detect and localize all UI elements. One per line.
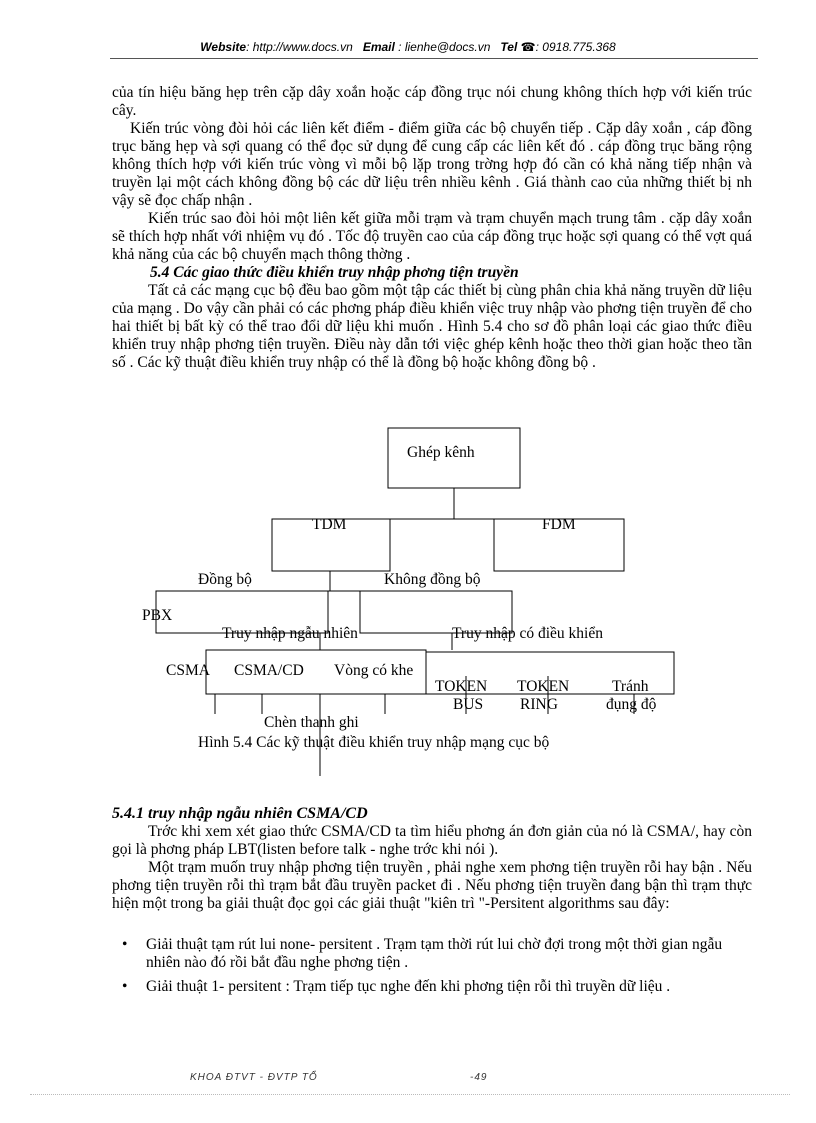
subsection-heading: 5.4.1 truy nhập ngẫu nhiên CSMA/CD xyxy=(112,805,368,822)
phone-icon: ☎ xyxy=(520,40,536,54)
label-avoid-2: đụng độ xyxy=(606,696,657,713)
label-token-ring-2: RING xyxy=(520,696,558,713)
subsection-text xyxy=(112,805,752,913)
section-heading: 5.4 Các giao thức điều khiển truy nhập phơng tiện truyền xyxy=(150,264,519,281)
label-tdm: TDM xyxy=(312,516,347,533)
bullet-icon: • xyxy=(122,936,128,953)
sub-paragraph-2: Một trạm muốn truy nhập phơng tiện truyền , phải nghe xem phơng tiện truyền rỗi hay bận . Nếu phơng tiện truyền rỗi thì trạm bắt đầu truyền packet đi . Nếu phơng tiện truyền đang bận thì trạm thực hiện một trong ba giải thuật đọc gọi các giải thuật "kiên trì "-Persitent algorithms sau đây: xyxy=(112,859,752,912)
label-insert-register: Chèn thanh ghi xyxy=(264,714,359,731)
bullet-text-2: Giải thuật 1- persitent : Trạm tiếp tục nghe đến khi phơng tiện rỗi thì truyền dữ liệu . xyxy=(146,978,671,995)
paragraph-1: của tín hiệu băng hẹp trên cặp dây xoắn hoặc cáp đồng trục nói chung không thích hợp với kiến trúc cây. xyxy=(112,84,752,119)
bullet-list xyxy=(112,936,752,1002)
page-header xyxy=(0,40,816,54)
paragraph-2: Kiến trúc vòng đòi hỏi các liên kết điểm - điểm giữa các bộ chuyển tiếp . Cặp dây xoắn , cáp đồng trục băng hẹp và sợi quang có thể đọc sử dụng để cung cấp các liên kết đó . cáp đồng trục băng rộng không thích hợp với kiến trúc vòng vì mỗi bộ lặp trong trờng hợp đó cần có khả năng tiếp nhận và truyền lại một cách không đồng bộ các dữ liệu trên nhiều kênh . Giá thành cao của những thiết bị nh vậy sẽ đọc chấp nhận . xyxy=(112,120,752,209)
paragraph-3: Kiến trúc sao đòi hỏi một liên kết giữa mỗi trạm và trạm chuyển mạch trung tâm . cặp dây xoắn sẽ thích hợp nhất với nhiệm vụ đó . Tốc độ truyền cao của cáp đồng trục hoặc sợi quang có thể vợt quá khả năng của các bộ chuyển mạch thông thờng . xyxy=(112,210,752,263)
figure-caption: Hình 5.4 Các kỹ thuật điều khiển truy nhập mạng cục bộ xyxy=(198,734,550,751)
page-number: -49 xyxy=(470,1072,488,1083)
label-ghep-kenh: Ghép kênh xyxy=(407,444,475,461)
footer-divider xyxy=(30,1094,790,1095)
email-label: Email xyxy=(362,40,395,54)
label-ring-slot: Vòng có khe xyxy=(334,662,414,679)
label-avoid-1: Tránh xyxy=(612,678,649,695)
label-dong-bo: Đồng bộ xyxy=(198,571,252,588)
sub-paragraph-1: Trớc khi xem xét giao thức CSMA/CD ta tìm hiểu phơng án đơn giản của nó là CSMA/, hay còn gọi là phơng pháp LBT(listen before talk - nghe trớc khi nói ). xyxy=(112,823,752,858)
label-csmacd: CSMA/CD xyxy=(234,662,304,679)
website-label: Website xyxy=(200,40,247,54)
label-token-ring-1: TOKEN xyxy=(517,678,570,695)
tel-value: : 0918.775.368 xyxy=(535,40,616,54)
bullet-icon: • xyxy=(122,978,128,995)
intro-text xyxy=(112,84,752,372)
label-controlled-access: Truy nhập có điều khiển xyxy=(452,625,603,642)
label-fdm: FDM xyxy=(542,516,576,533)
tel-label: Tel xyxy=(500,40,518,54)
label-khong-dong-bo: Không đồng bộ xyxy=(384,571,481,588)
footer-left: KHOA ĐTVT - ĐVTP TỔ xyxy=(190,1072,318,1083)
header-divider xyxy=(110,58,758,59)
email-value: : lienhe@docs.vn xyxy=(398,40,491,54)
label-token-bus-1: TOKEN xyxy=(435,678,488,695)
list-item xyxy=(112,936,752,972)
section-paragraph: Tất cả các mạng cục bộ đều bao gồm một tập các thiết bị cùng phân chia khả năng truyền dữ liệu của mạng . Do vậy cần phải có các phơng pháp điều khiển việc truy nhập vào phơng tiện truyền để cho hai thiết bị bất kỳ có thể trao đổi dữ liệu khi muốn . Hình 5.4 cho sơ đồ phân loại các giao thức điều khiển truy nhập phơng tiện truyền. Điều này dẫn tới việc ghép kênh hoặc theo thời gian hoặc theo tần số . Các kỹ thuật điều khiển truy nhập có thể là đồng bộ hoặc không đồng bộ . xyxy=(112,282,752,371)
bullet-text-1: Giải thuật tạm rút lui none- persitent . Trạm tạm thời rút lui chờ đợi trong một thời gian ngẫu nhiên nào đó rồi bắt đầu nghe phơng tiện . xyxy=(146,936,723,971)
label-token-bus-2: BUS xyxy=(453,696,484,713)
website-value: : http://www.docs.vn xyxy=(246,40,353,54)
label-pbx: PBX xyxy=(142,607,173,624)
label-random-access: Truy nhập ngẫu nhiên xyxy=(222,625,358,642)
label-csma: CSMA xyxy=(166,662,210,679)
list-item xyxy=(112,978,752,996)
